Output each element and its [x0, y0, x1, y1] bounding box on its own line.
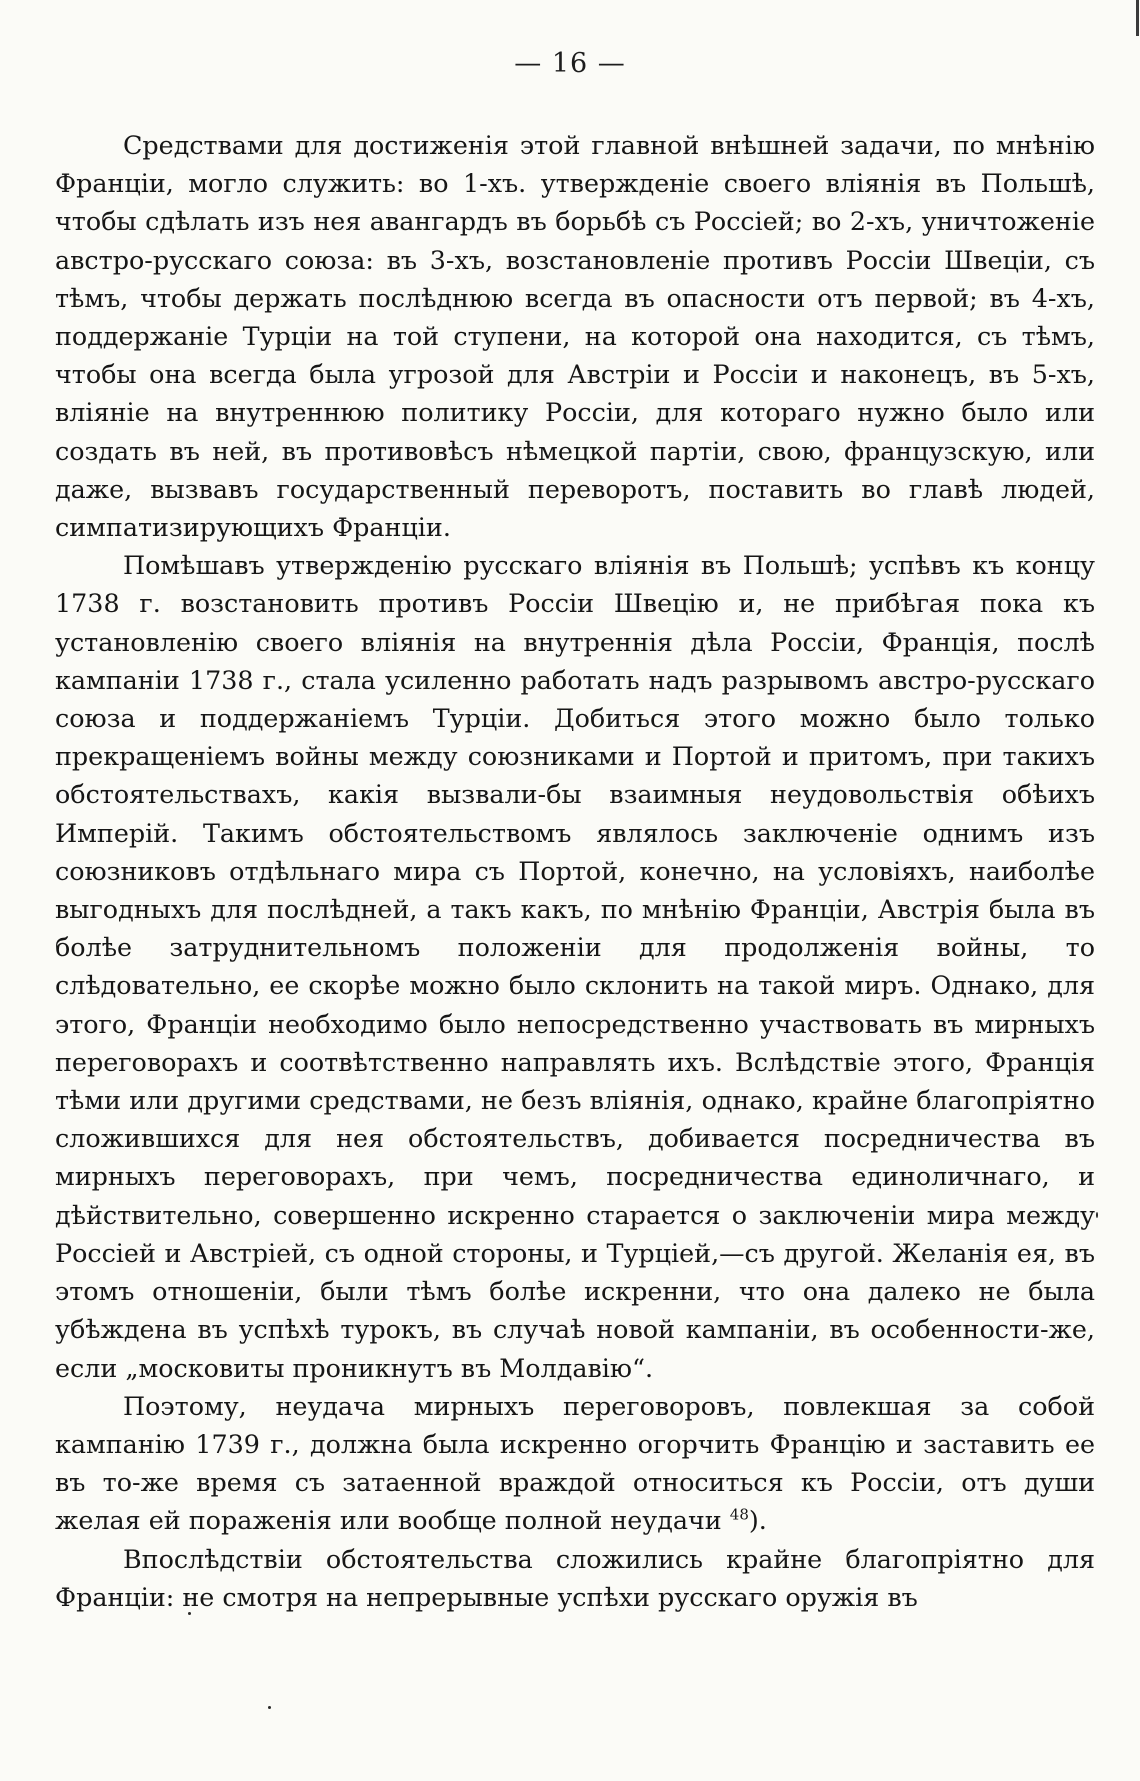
footnote-reference[interactable]: 48 — [729, 1505, 749, 1524]
paragraph-1: Средствами для достиженія этой главной внѣшней задачи, по мнѣнію Франціи, могло служить: во 1-хъ. утвержденіе своего вліянія въ Польшѣ, чтобы сдѣлать изъ нея авангардъ въ борьбѣ съ Россіей; во 2-хъ, уничтоженіе австро-русскаго союза: въ 3-хъ, возстановленіе противъ Россіи Швеціи, съ тѣмъ, чтобы держать послѣднюю всегда въ опасности отъ первой; въ 4-хъ, поддержаніе Турціи на той ступени, на которой она находится, съ тѣмъ, чтобы она всегда была угрозой для Австріи и Россіи и наконецъ, въ 5-хъ, вліяніе на внутреннюю политику Россіи, для котораго нужно было или создать въ ней, въ противовѣсъ нѣмецкой партіи, свою, французскую, или даже, вызвавъ государственный переворотъ, поставить во главѣ людей, симпатизирующихъ Франціи. — [55, 130, 1095, 543]
scan-speck — [188, 1612, 191, 1615]
paragraph-3 — [55, 1387, 1095, 1540]
scan-speck — [268, 1706, 271, 1709]
paragraph-4: Впослѣдствіи обстоятельства сложились крайне благопріятно для Франціи: не смотря на непрерывные успѣхи русскаго оружія въ — [55, 1543, 1095, 1612]
paragraph-3-text: Поэтому, неудача мирныхъ переговоровъ, повлекшая за собой кампанію 1739 г., должна была искренно огорчить Францію и заставить ее въ то-же время съ затаенной враждой относиться къ Россіи, отъ души желая ей пораженія или вообще полной неудачи — [55, 1390, 1095, 1536]
page-number: — 16 — — [514, 48, 626, 79]
body-text — [55, 126, 1095, 1616]
paragraph-2: Помѣшавъ утвержденію русскаго вліянія въ Польшѣ; успѣвъ къ концу 1738 г. возстановить противъ Россіи Швецію и, не прибѣгая пока къ установленію своего вліянія на внутреннія дѣла Россіи, Франція, послѣ кампаніи 1738 г., стала усиленно работать надъ разрывомъ австро-русскаго союза и поддержаніемъ Турціи. Добиться этого можно было только прекращеніемъ войны между союзниками и Портой и притомъ, при такихъ обстоятельствахъ, какія вызвали-бы взаимныя неудовольствія обѣихъ Имперій. Такимъ обстоятельствомъ являлось заключеніе однимъ изъ союзниковъ отдѣльнаго мира съ Портой, конечно, на условіяхъ, наиболѣе выгодныхъ для послѣдней, а такъ какъ, по мнѣнію Франціи, Австрія была въ болѣе затруднительномъ положеніи для продолженія войны, то слѣдовательно, ее скорѣе можно было склонить на такой миръ. Однако, для этого, Франціи необходимо было непосредственно участвовать въ мирныхъ переговорахъ и соотвѣтственно направлять ихъ. Вслѣдствіе этого, Франція тѣми или другими средствами, не безъ вліянія, однако, крайне благопріятно сложившихся для нея обстоятельствъ, добивается посредничества въ мирныхъ переговорахъ, при чемъ, посредничества единоличнаго, и дѣйствительно, совершенно искренно старается о заключеніи мира между Россіей и Австріей, съ одной стороны, и Турціей,—съ другой. Желанія ея, въ этомъ отношеніи, были тѣмъ болѣе искренни, что она далеко не была убѣждена въ успѣхѣ турокъ, въ случаѣ новой кампаніи, въ особенности-же, если „московиты проникнутъ въ Молдавію“. — [55, 550, 1095, 1383]
scan-speck — [1096, 1212, 1098, 1218]
paragraph-3-closing: ). — [748, 1505, 767, 1536]
scan-edge-mark — [1136, 0, 1139, 36]
